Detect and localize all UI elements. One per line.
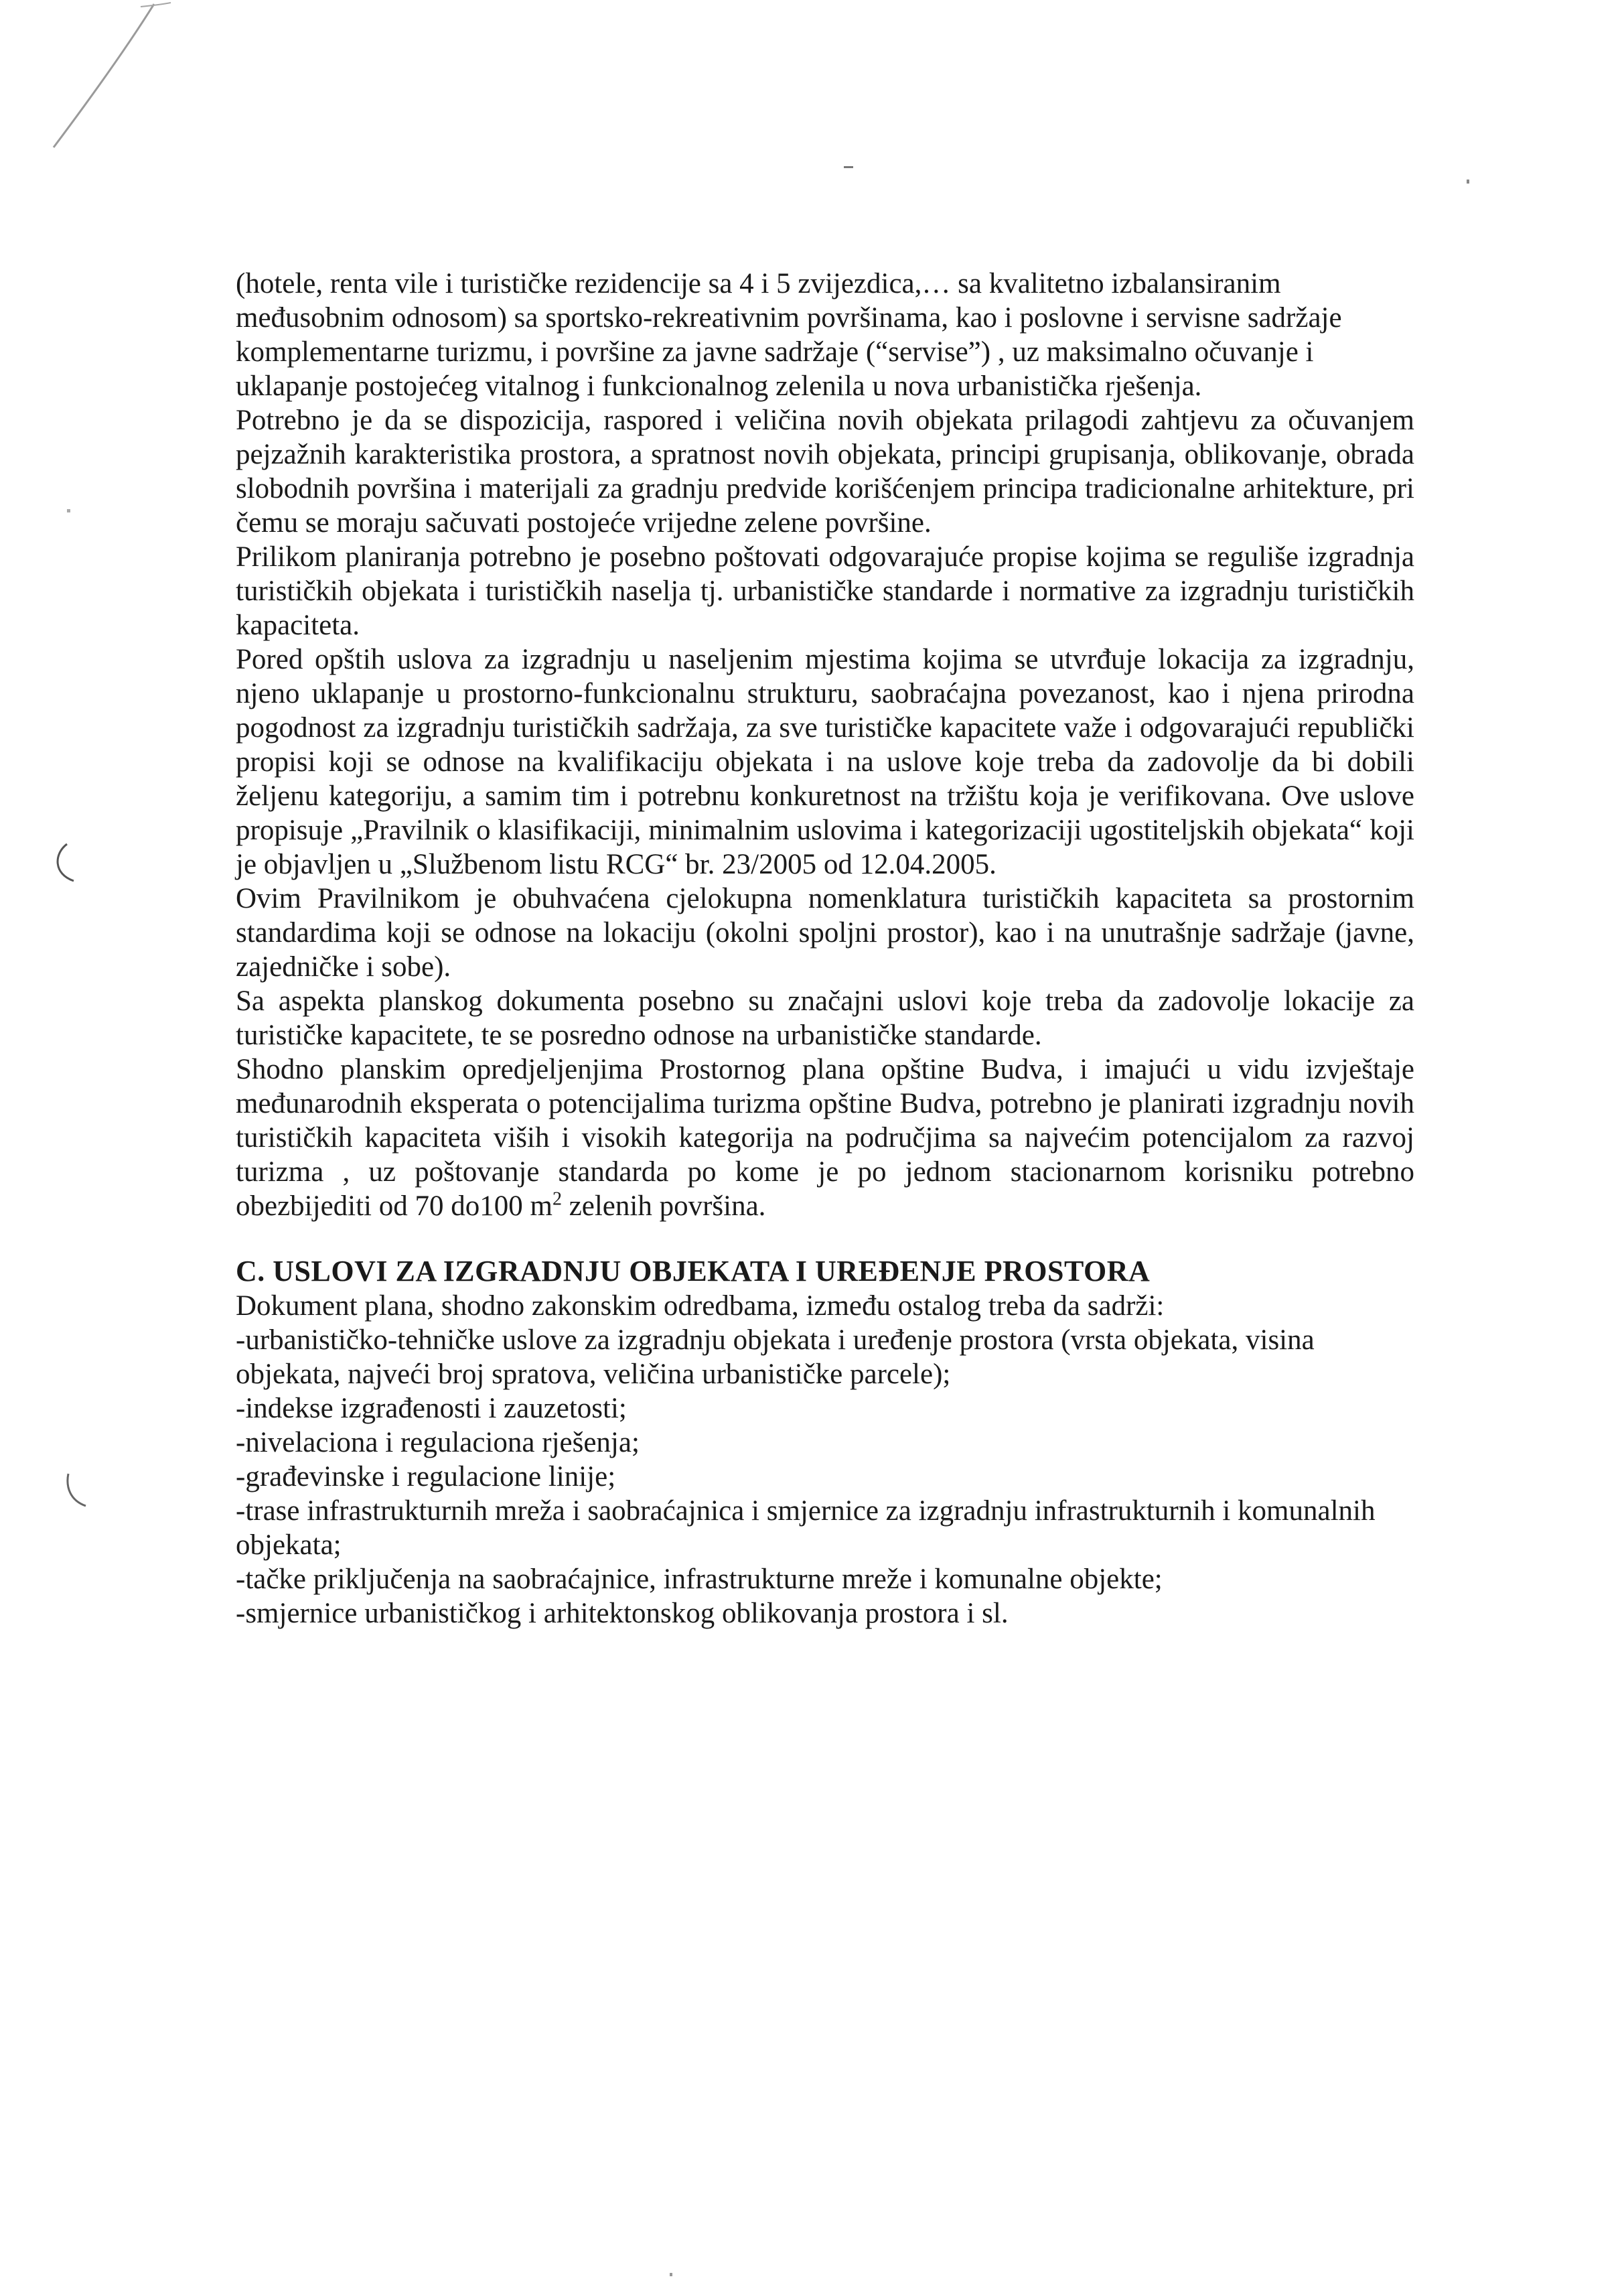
- superscript: 2: [552, 1188, 562, 1210]
- paragraph-green-area-standard: [236, 1052, 1414, 1223]
- paragraph-text: Shodno planskim opredjeljenjima Prostornog plana opštine Budva, i imajući u vidu izvještaje međunarodnih eksperata o potencijalima turizma opštine Budva, potrebno je planirati izgradnju novih turističkih kapaciteta viših i visokih kategorija na područjima sa najvećim potencijalom za razvoj turizma , uz poštovanje standarda po kome je po jednom stacionarnom korisniku potrebno obezbijediti od 70 do100 m: [236, 1054, 1414, 1222]
- paragraph: Prilikom planiranja potrebno je posebno poštovati odgovarajuće propise kojima se reguliše izgradnja turističkih objekata i turističkih naselja tj. urbanističke standarde i normative za izgradnju turističkih kapaciteta.: [236, 541, 1414, 641]
- paragraph: (hotele, renta vile i turističke rezidencije sa 4 i 5 zvijezdica,… sa kvalitetno izbalansiranim međusobnim odnosom) sa sportsko-rekreativnim površinama, kao i poslovne i servisne sadržaje komplementarne turizmu, i površine za javne sadržaje (“servise”) , uz maksimalno očuvanje i uklapanje postojećeg vitalnog i funkcionalnog zelenila u nova urbanistička rješenja.: [236, 268, 1342, 402]
- list-item: -nivelaciona i regulaciona rješenja;: [236, 1427, 640, 1458]
- paragraph: Potrebno je da se dispozicija, raspored i veličina novih objekata prilagodi zahtjevu za očuvanjem pejzažnih karakteristika prostora, a spratnost novih objekata, principi grupisanja, oblikovanje, obrada slobodnih površina i materijali za gradnju predvide korišćenjem principa tradicionalne arhitekture, pri čemu se moraju sačuvati postojeće vrijedne zelene površine.: [236, 405, 1414, 539]
- scan-dot: [844, 166, 853, 168]
- document-body: [236, 267, 1414, 1630]
- paragraph: Sa aspekta planskog dokumenta posebno su značajni uslovi koje treba da zadovolje lokacije za turističke kapacitete, te se posredno odnose na urbanističke standarde.: [236, 985, 1414, 1051]
- paragraph-tail: zelenih površina.: [561, 1190, 766, 1222]
- section-intro: Dokument plana, shodno zakonskim odredbama, između ostalog treba da sadrži:: [236, 1290, 1165, 1322]
- scan-corner-stroke: [40, 0, 174, 154]
- list-item: -građevinske i regulacione linije;: [236, 1461, 616, 1492]
- scan-punch-mark-lower: [54, 1467, 107, 1521]
- scan-dot: [1467, 180, 1469, 184]
- list-item: -smjernice urbanističkog i arhitektonskog oblikovanja prostora i sl.: [236, 1598, 1009, 1629]
- scan-punch-mark-upper: [47, 837, 100, 891]
- list-item: -tačke priključenja na saobraćajnice, infrastrukturne mreže i komunalne objekte;: [236, 1563, 1163, 1595]
- list-item: -indekse izgrađenosti i zauzetosti;: [236, 1393, 627, 1424]
- section-heading: C. USLOVI ZA IZGRADNJU OBJEKATA I UREĐENJE PROSTORA: [236, 1255, 1151, 1288]
- scan-dot: [670, 2273, 672, 2276]
- requirements-list: [236, 1323, 1414, 1630]
- paragraph: Pored opštih uslova za izgradnju u naseljenim mjestima kojima se utvrđuje lokacija za izgradnju, njeno uklapanje u prostorno-funkcionalnu strukturu, saobraćajna povezanost, kao i njena prirodna pogodnost za izgradnju turističkih sadržaja, za sve turističke kapacitete važe i odgovarajući republički propisi koji se odnose na kvalifikaciju objekata i na uslove koje treba da zadovolje da bi dobili željenu kategoriju, a samim tim i potrebnu konkuretnost na tržištu koja je verifikovana. Ove uslove propisuje „Pravilnik o klasifikaciji, minimalnim uslovima i kategorizaciji ugostiteljskih objekata“ koji je objavljen u „Službenom listu RCG“ br. 23/2005 od 12.04.2005.: [236, 644, 1414, 880]
- list-item: -urbanističko-tehničke uslove za izgradnju objekata i uređenje prostora (vrsta objekata, visina objekata, najveći broj spratova, veličina urbanističke parcele);: [236, 1324, 1315, 1390]
- scan-dot: [67, 509, 70, 512]
- paragraph: Ovim Pravilnikom je obuhvaćena cjelokupna nomenklatura turističkih kapaciteta sa prostornim standardima koji se odnose na lokaciju (okolni spoljni prostor), kao i na unutrašnje sadržaje (javne, zajedničke i sobe).: [236, 883, 1414, 983]
- list-item: -trase infrastrukturnih mreža i saobraćajnica i smjernice za izgradnju infrastrukturnih i komunalnih objekata;: [236, 1495, 1376, 1561]
